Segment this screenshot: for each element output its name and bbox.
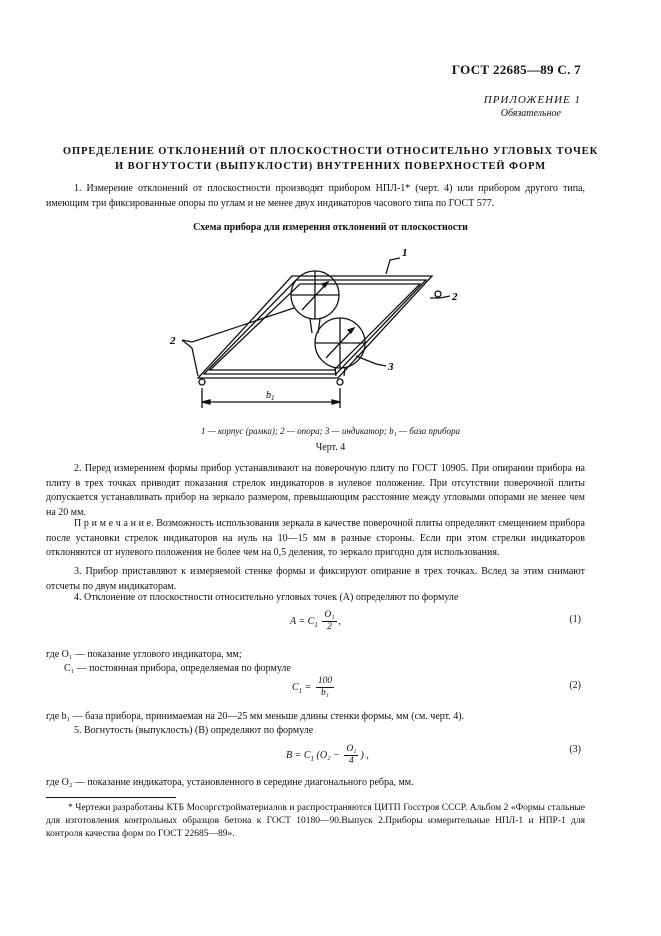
dimension-label: $b_1$ [266,390,275,402]
paragraph-4: 4. Отклонение от плоскостности относительно угловых точек (A) определяют по формуле [74,592,459,603]
figure-number: Черт. 4 [315,442,346,453]
formula-1-number: (1) [569,614,581,625]
title-line-1: ОПРЕДЕЛЕНИЕ ОТКЛОНЕНИЙ ОТ ПЛОСКОСТНОСТИ ОТНОСИТЕЛЬНО УГЛОВЫХ ТОЧЕК [62,146,599,157]
label-2-right: 2 [452,291,458,303]
footnote: * Чертежи разработаны КТБ Мосоргстройматериалов и распространяются ЦИТП Госстроя СССР. Альбом 2 «Формы стальные для изготовления контрольных образцов бетона к ГОСТ 10180—90.Выпуск 2.Приборы измерительные НПЛ-1 и НПР-1 для контроля качества форм по ГОСТ 22685—89». [46,803,585,839]
paragraph-2: 2. Перед измерением формы прибор устанавливают на поверочную плиту по ГОСТ 10905. При опирании прибора на плиту в трех точках приводят показания стрелок индикаторов в нулевое положение. При отсутствии поверочной плиты допускается устанавливать прибор на зеркало размером, превышающим расстояние между угловыми опорами не менее чем на 20 мм. [46,463,585,518]
paragraph-3: 3. Прибор приставляют к измеряемой стенке формы и фиксируют опирание в трех точках. Вслед за этим снимают отсчеты по двум индикаторам. [46,566,585,592]
label-2-left: 2 [170,335,176,347]
figure-caption: Схема прибора для измерения отклонений от плоскостности [193,222,468,233]
page-header: ГОСТ 22685—89 С. 7 [451,62,581,77]
formula-2-number: (2) [569,680,581,691]
device-diagram [160,238,480,418]
where-1: где O₁ — показание углового индикатора, мм; [46,649,242,660]
formula-3: $B = C_1$ (O₂ − $\frac{\text{O₁}}{4}$ ) , [286,744,369,766]
formula-2: $C_1$ = $\frac{100}{\text{b₁}}$ [292,676,333,698]
label-1: 1 [402,247,408,259]
figure-legend: 1 — корпус (рамка); 2 — опора; 3 — индикатор; b₁ — база прибора [201,426,460,436]
appendix-label: ПРИЛОЖЕНИЕ 1 [483,94,581,106]
where-4: где O₂ — показание индикатора, установленного в середине диагонального ребра, мм. [46,777,414,788]
appendix-status: Обязательное [500,108,561,119]
formula-3-number: (3) [569,744,581,755]
support-foot-1 [199,379,205,385]
support-foot-3 [435,291,441,297]
support-foot-2 [337,379,343,385]
title-line-2: И ВОГНУТОСТИ (ВЫПУКЛОСТИ) ВНУТРЕННИХ ПОВЕРХНОСТЕЙ ФОРМ [114,161,546,172]
document-title [60,144,601,174]
paragraph-5: 5. Вогнутость (выпуклость) (B) определяют по формуле [74,725,314,736]
where-3: где b₁ — база прибора, принимаемая на 20—25 мм меньше длины стенки формы, мм (см. черт. 4). [46,711,465,722]
note: П р и м е ч а н и е. Возможность использования зеркала в качестве поверочной плиты определяют смещением прибора после установки стрелок индикаторов на нуль на 10—15 мм в разные стороны. Если при этом стрелки индикаторов отклоняются от нулевого положения не более чем на 0,5 деления, то зеркало пригодно для использования. [46,518,585,558]
where-2: C₁ — постоянная прибора, определяемая по формуле [64,663,291,674]
footnote-rule [46,797,176,798]
label-3: 3 [388,361,394,373]
paragraph-1: 1. Измерение отклонений от плоскостности производят прибором НПЛ-1* (черт. 4) или прибором другого типа, имеющим три фиксированные опоры по углам и не менее двух индикаторов часового типа по ГОСТ 577. [46,183,585,209]
formula-1: $A = C_1$ $\frac{\text{O₁}}{2}$ , [290,610,342,632]
